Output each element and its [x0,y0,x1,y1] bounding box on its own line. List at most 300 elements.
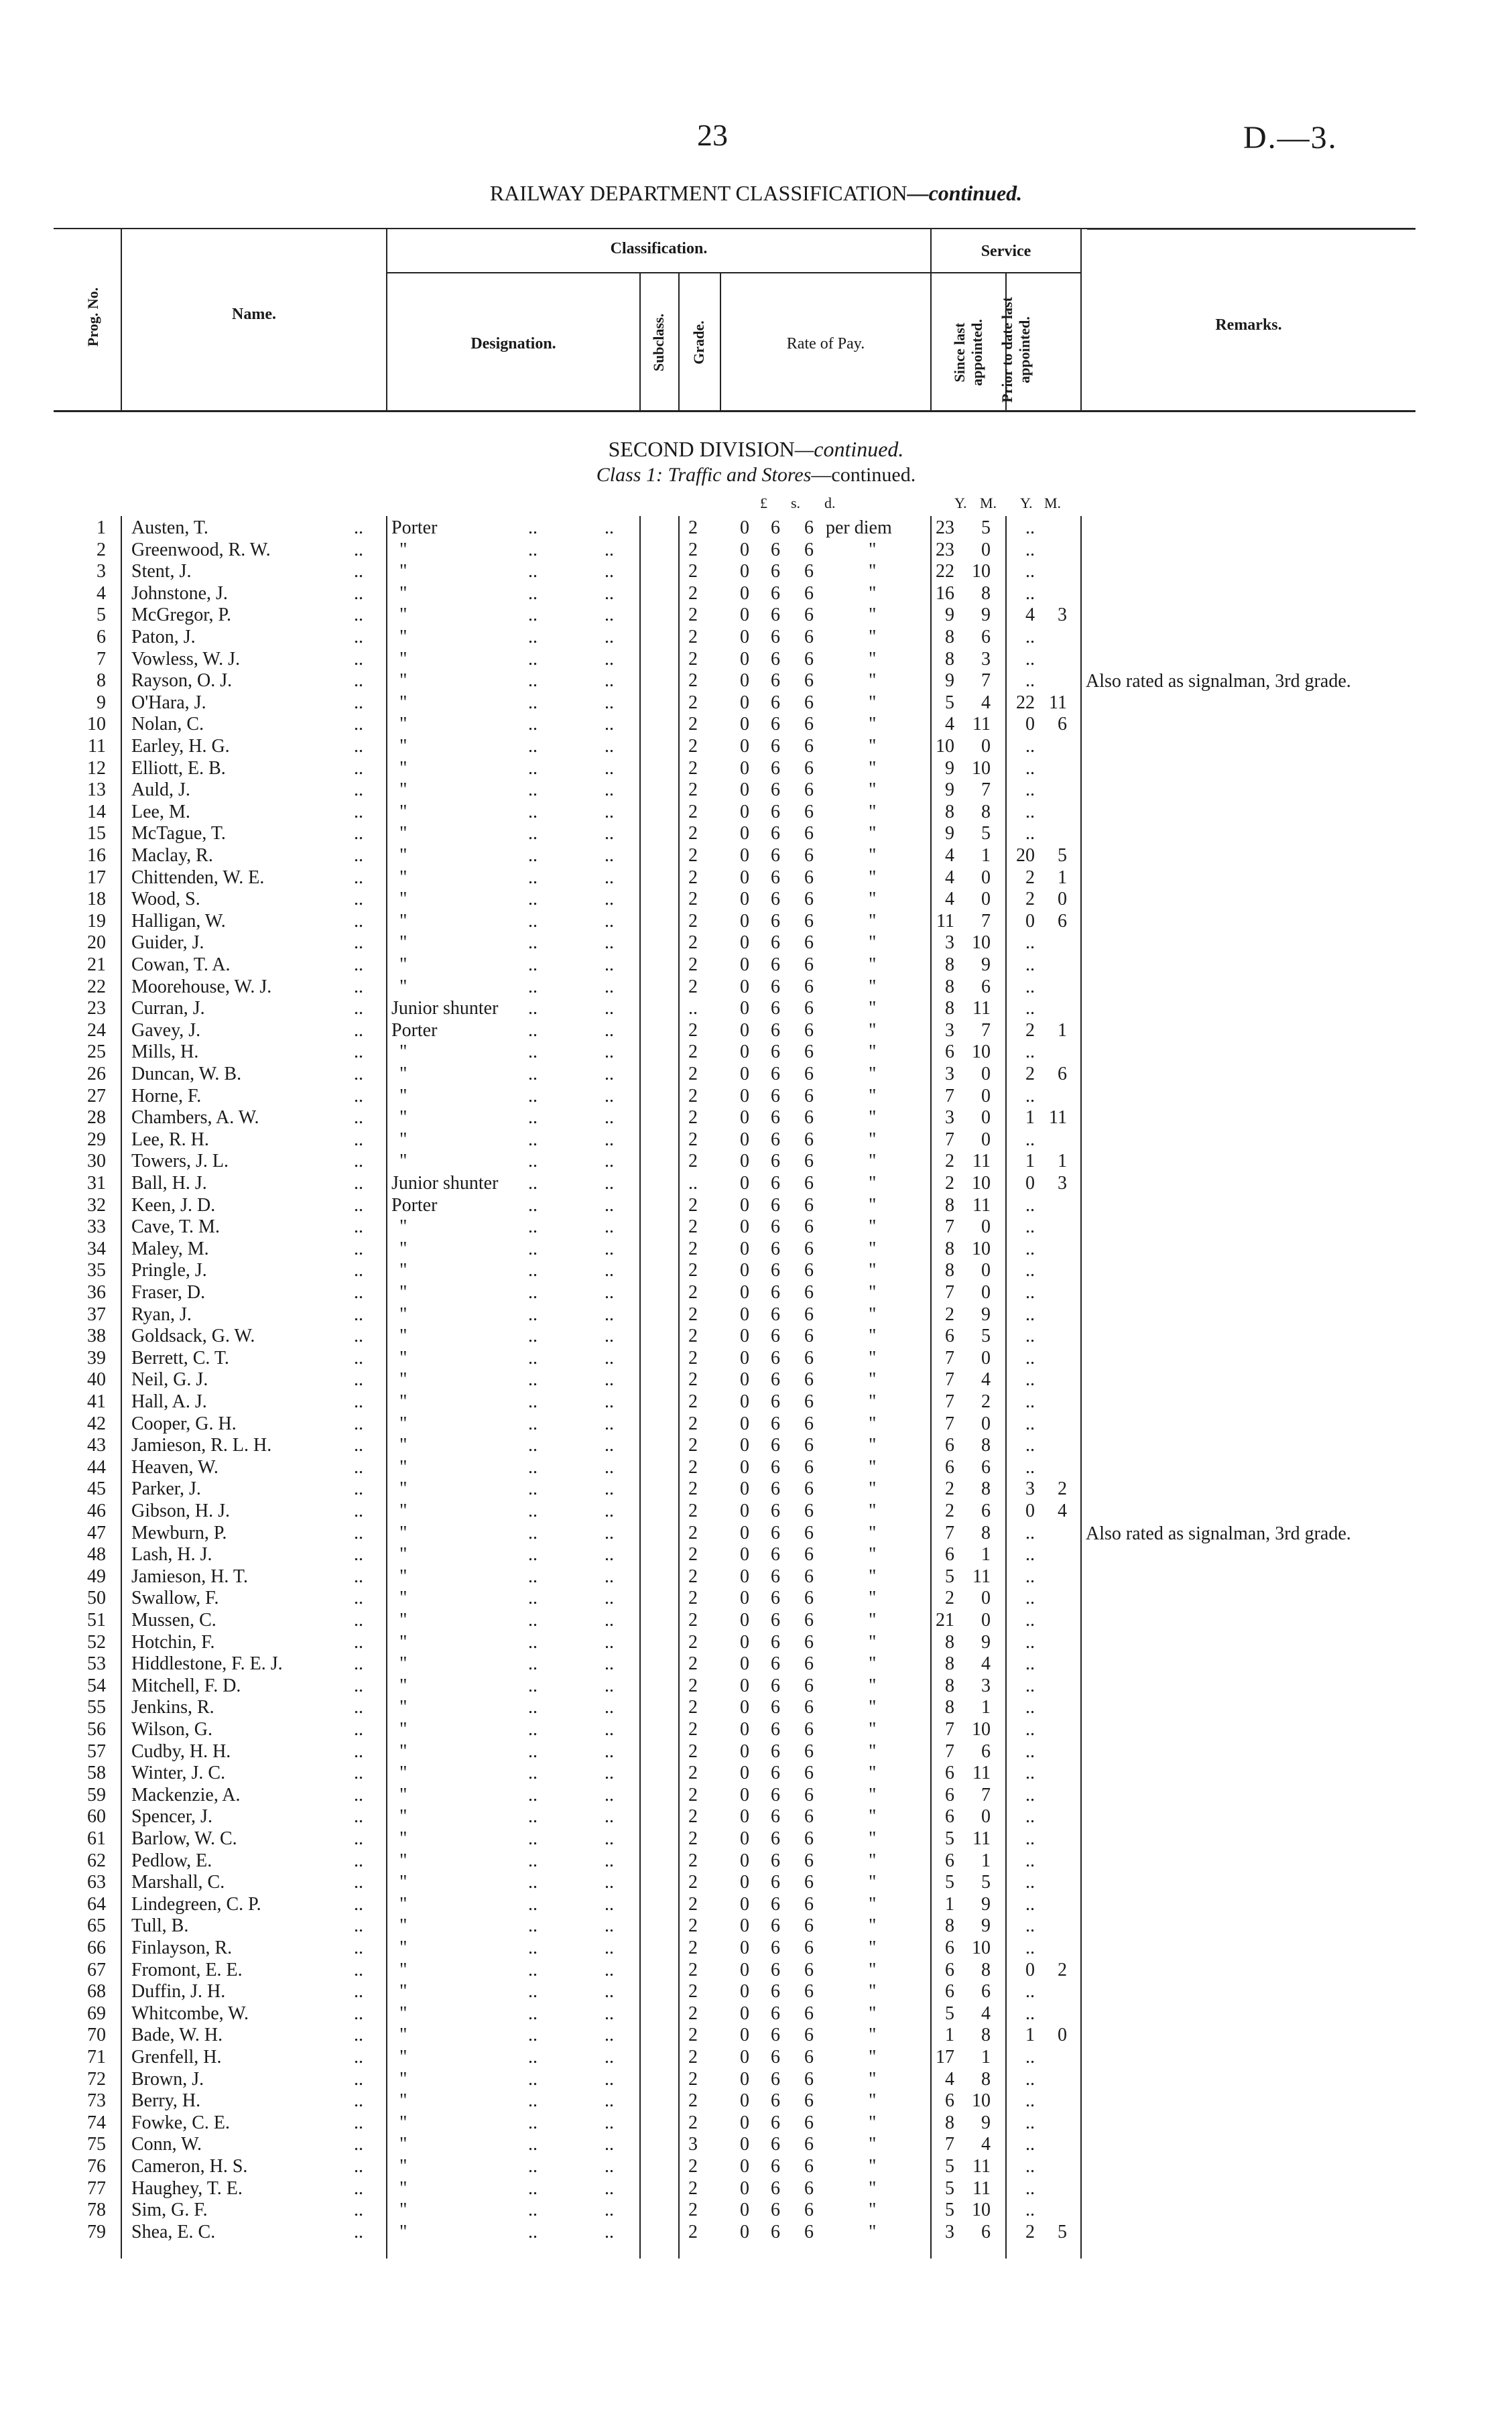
pay-unit: " [869,2200,877,2221]
grade-value: 2 [688,932,698,954]
pay-shillings: 6 [771,932,780,954]
pay-unit: " [869,1282,877,1303]
pay-unit: " [869,1501,877,1521]
prog-number: 38 [87,1326,106,1347]
employee-name: Winter, J. C. [131,1763,226,1784]
prior-years: .. [1025,1544,1035,1566]
leader-dots: .. [528,582,538,604]
pay-pence: 6 [804,1456,814,1478]
table-row [0,1501,1512,1522]
since-years: 8 [945,998,954,1019]
since-months: 8 [981,801,991,822]
table-row [0,1064,1512,1085]
designation: " [399,1238,407,1259]
leader-dots: .. [605,1872,614,1893]
leader-dots: .. [528,845,538,866]
employee-name: Heaven, W. [131,1456,218,1478]
designation: Porter [391,517,438,538]
leader-dots: .. [528,1085,538,1106]
leader-dots: .. [528,692,538,713]
leader-dots: .. [605,779,614,801]
employee-name: Moorehouse, W. J. [131,976,272,997]
pay-pounds: 0 [740,1915,749,1937]
leader-dots: .. [354,714,363,735]
pay-unit: " [869,1478,877,1500]
grade-value: 3 [688,2134,698,2155]
pay-shillings: 6 [771,1501,780,1521]
leader-dots: .. [605,1173,614,1194]
since-years: 2 [945,1173,954,1194]
leader-dots: .. [354,1959,363,1980]
leader-dots: .. [605,867,614,888]
table-row [0,1216,1512,1238]
grade-value: 2 [688,801,698,822]
prior-years: .. [1025,1893,1035,1915]
prior-years: .. [1025,1937,1035,1958]
leader-dots: .. [354,1391,363,1412]
designation: " [399,648,407,670]
since-months: 9 [981,1915,991,1937]
table-row [0,561,1512,582]
leader-dots: .. [528,1216,538,1238]
grade-value: 2 [688,692,698,713]
pay-unit: " [869,1872,877,1893]
since-last-appointed-header: Since last appointed. [951,319,985,386]
leader-dots: .. [605,932,614,954]
since-months: 11 [972,1763,991,1784]
pay-unit: " [869,823,877,844]
pay-pence: 6 [804,779,814,801]
prog-number: 79 [87,2221,106,2242]
leader-dots: .. [528,1522,538,1543]
pay-shillings: 6 [771,779,780,801]
prior-years: .. [1025,1194,1035,1216]
prior-years: .. [1025,823,1035,844]
pay-unit: " [869,1064,877,1084]
pay-shillings: 6 [771,1784,780,1805]
prior-years: 2 [1025,1064,1035,1084]
table-row [0,998,1512,1019]
table-row [0,2003,1512,2025]
since-months: 4 [981,1653,991,1675]
table-row [0,911,1512,932]
since-years: 4 [945,2068,954,2090]
pay-pounds: 0 [740,582,749,604]
since-years: 2 [945,1501,954,1521]
leader-dots: .. [354,1719,363,1740]
leader-dots: .. [528,998,538,1019]
leader-dots: .. [354,1435,363,1456]
pay-pence: 6 [804,1915,814,1937]
grade-value: 2 [688,736,698,757]
since-years: 6 [945,1850,954,1871]
leader-dots: .. [354,1806,363,1828]
pay-unit: " [869,1435,877,1456]
pay-shillings: 6 [771,1828,780,1849]
table-row [0,1086,1512,1107]
pay-pounds: 0 [740,1347,749,1369]
prog-number: 60 [87,1806,106,1828]
designation: " [399,910,407,932]
leader-dots: .. [528,1151,538,1172]
since-years: 17 [936,2047,954,2068]
grade-value: 2 [688,2068,698,2090]
leader-dots: .. [528,1347,538,1369]
leader-dots: .. [605,1238,614,1259]
since-years: 7 [945,1369,954,1391]
table-row [0,867,1512,889]
pay-pounds: 0 [740,714,749,735]
employee-name: Gibson, H. J. [131,1501,231,1521]
prior-to-date-header: Prior to date last appointed. [999,297,1033,403]
table-row [0,1566,1512,1588]
prog-number: 54 [87,1675,106,1696]
pay-pounds: 0 [740,1151,749,1172]
grade-value: 2 [688,1937,698,1958]
table-row [0,1981,1512,2003]
prog-number: 73 [87,2090,106,2112]
pay-pounds: 0 [740,1194,749,1216]
designation: " [399,714,407,735]
pay-unit: " [869,1893,877,1915]
leader-dots: .. [528,1478,538,1500]
since-months: 10 [972,2090,991,2112]
table-row [0,583,1512,605]
employee-name: Nolan, C. [131,714,204,735]
prog-number: 5 [97,605,106,626]
since-months: 4 [981,2134,991,2155]
leader-dots: .. [354,889,363,910]
grade-value: 2 [688,2177,698,2199]
prior-years: .. [1025,1282,1035,1303]
table-row [0,1260,1512,1281]
since-months: 0 [981,736,991,757]
leader-dots: .. [528,1435,538,1456]
employee-name: Berrett, C. T. [131,1347,229,1369]
leader-dots: .. [354,1588,363,1609]
pay-pence: 6 [804,2177,814,2199]
pay-unit: " [869,1784,877,1805]
pay-shillings: 6 [771,2003,780,2024]
pay-pence: 6 [804,823,814,844]
since-years: 5 [945,2003,954,2024]
table-row [0,1610,1512,1631]
grade-value: 2 [688,2112,698,2133]
since-years: 7 [945,1282,954,1303]
since-years: 7 [945,1522,954,1543]
leader-dots: .. [354,845,363,866]
pay-unit: " [869,539,877,560]
division-heading [0,437,1512,462]
pay-unit: " [869,1216,877,1238]
prog-number: 48 [87,1544,106,1566]
since-months: 5 [981,517,991,538]
pay-pounds: 0 [740,1653,749,1675]
pay-unit: " [869,1675,877,1696]
pay-shillings: 6 [771,910,780,932]
leader-dots: .. [605,1194,614,1216]
prog-number: 1 [97,517,106,538]
pay-pounds: 0 [740,2200,749,2221]
employee-name: Guider, J. [131,932,204,954]
pay-shillings: 6 [771,1850,780,1871]
leader-dots: .. [528,1413,538,1434]
since-months: 8 [981,1522,991,1543]
since-months: 4 [981,1369,991,1391]
leader-dots: .. [605,1064,614,1084]
prior-months: 3 [1058,1173,1067,1194]
pay-pounds: 0 [740,976,749,997]
employee-name: Whitcombe, W. [131,2003,249,2024]
prog-number: 21 [87,954,106,975]
prior-years: .. [1025,1435,1035,1456]
pay-pounds: 0 [740,1610,749,1631]
pay-pence: 6 [804,1194,814,1216]
prog-number: 26 [87,1064,106,1084]
grade-value: 2 [688,1850,698,1871]
grade-value: 2 [688,582,698,604]
leader-dots: .. [605,1893,614,1915]
designation: " [399,1937,407,1958]
leader-dots: .. [354,517,363,538]
pay-shillings: 6 [771,2156,780,2177]
prior-years: 3 [1025,1478,1035,1500]
leader-dots: .. [528,1369,538,1391]
pay-pence: 6 [804,1413,814,1434]
leader-dots: .. [528,1893,538,1915]
pay-unit: " [869,1304,877,1325]
pay-shillings: 6 [771,1981,780,2003]
designation: " [399,1740,407,1762]
leader-dots: .. [528,648,538,670]
leader-dots: .. [605,1828,614,1849]
prior-years: .. [1025,648,1035,670]
pay-pounds: 0 [740,1828,749,1849]
pay-unit: " [869,801,877,822]
prior-years: 0 [1025,1173,1035,1194]
since-months: 6 [981,1740,991,1762]
pay-unit: " [869,867,877,888]
pay-pence: 6 [804,845,814,866]
since-months: 8 [981,1959,991,1980]
pay-shillings: 6 [771,757,780,779]
pay-unit: " [869,998,877,1019]
prog-number: 18 [87,889,106,910]
prior-years: .. [1025,2134,1035,2155]
leader-dots: .. [528,1107,538,1129]
pay-unit: " [869,976,877,997]
pay-pounds: 0 [740,1675,749,1696]
leader-dots: .. [354,1369,363,1391]
pay-pence: 6 [804,1893,814,1915]
since-months: 10 [972,932,991,954]
prog-number: 13 [87,779,106,801]
leader-dots: .. [605,889,614,910]
prior-years: .. [1025,1260,1035,1281]
since-years: 9 [945,779,954,801]
class-heading [0,464,1512,487]
leader-dots: .. [354,1763,363,1784]
leader-dots: .. [605,801,614,822]
pay-pence: 6 [804,1085,814,1106]
prog-number: 25 [87,1041,106,1063]
table-row [0,1348,1512,1369]
leader-dots: .. [528,2090,538,2112]
leader-dots: .. [354,1566,363,1587]
class-continued: —continued. [811,464,916,486]
prior-years: 2 [1025,889,1035,910]
pay-shillings: 6 [771,1719,780,1740]
prog-number: 12 [87,757,106,779]
table-row [0,736,1512,757]
prog-number: 34 [87,1238,106,1259]
since-months: 1 [981,2047,991,2068]
pay-unit: " [869,845,877,866]
leader-dots: .. [605,1326,614,1347]
prior-years: .. [1025,1610,1035,1631]
prior-years: 1 [1025,1107,1035,1129]
prior-years: .. [1025,1872,1035,1893]
pay-pence: 6 [804,867,814,888]
since-years: 23 [936,517,954,538]
prog-number: 76 [87,2156,106,2177]
pay-pounds: 0 [740,2090,749,2112]
grade-value: 2 [688,1085,698,1106]
employee-name: Vowless, W. J. [131,648,241,670]
pay-unit: " [869,2134,877,2155]
designation: " [399,801,407,822]
leader-dots: .. [528,1784,538,1805]
prior-years: .. [1025,998,1035,1019]
pay-pence: 6 [804,1260,814,1281]
prior-years: .. [1025,1653,1035,1675]
designation: Porter [391,1194,438,1216]
since-months: 9 [981,1631,991,1653]
prior-months: 6 [1058,714,1067,735]
leader-dots: .. [605,1697,614,1718]
leader-dots: .. [605,976,614,997]
prog-number: 24 [87,1019,106,1041]
employee-name: Lee, R. H. [131,1129,209,1150]
since-years: 6 [945,1806,954,1828]
leader-dots: .. [605,954,614,975]
table-row [0,1741,1512,1763]
employee-name: Finlayson, R. [131,1937,233,1958]
leader-dots: .. [528,1653,538,1675]
prior-years: .. [1025,1740,1035,1762]
pay-pence: 6 [804,1675,814,1696]
leader-dots: .. [605,1937,614,1958]
prior-years: .. [1025,1413,1035,1434]
pay-pounds: 0 [740,1085,749,1106]
pay-unit: " [869,1981,877,2003]
pay-unit: " [869,1850,877,1871]
leader-dots: .. [354,757,363,779]
designation: " [399,2156,407,2177]
since-months: 8 [981,2068,991,2090]
since-years: 4 [945,867,954,888]
designation: " [399,823,407,844]
leader-dots: .. [528,1850,538,1871]
since-years: 8 [945,801,954,822]
designation: " [399,1522,407,1543]
since-years: 6 [945,2090,954,2112]
pay-pounds: 0 [740,627,749,647]
employee-name: Rayson, O. J. [131,670,233,692]
leader-dots: .. [605,670,614,692]
prior-years: .. [1025,1041,1035,1063]
leader-dots: .. [605,1456,614,1478]
pay-pence: 6 [804,1981,814,2003]
pay-unit: " [869,1806,877,1828]
grade-value: 2 [688,1763,698,1784]
pay-pounds: 0 [740,1435,749,1456]
leader-dots: .. [354,779,363,801]
employee-name: Elliott, E. B. [131,757,226,779]
since-years: 6 [945,1544,954,1566]
pay-shillings: 6 [771,845,780,866]
pay-unit: " [869,1653,877,1675]
leader-dots: .. [528,1588,538,1609]
pay-pence: 6 [804,1631,814,1653]
table-row [0,1697,1512,1718]
employee-name: Brown, J. [131,2068,204,2090]
leader-dots: .. [605,1413,614,1434]
since-years: 21 [936,1610,954,1631]
prog-number: 77 [87,2177,106,2199]
pay-pounds: 0 [740,1304,749,1325]
leader-dots: .. [528,605,538,626]
prog-number: 72 [87,2068,106,2090]
leader-dots: .. [528,1282,538,1303]
employee-name: Cudby, H. H. [131,1740,231,1762]
designation: " [399,1478,407,1500]
pay-pence: 6 [804,757,814,779]
leader-dots: .. [528,1937,538,1958]
pay-pence: 6 [804,1544,814,1566]
employee-name: Curran, J. [131,998,205,1019]
grade-value: 2 [688,1631,698,1653]
designation: " [399,1828,407,1849]
prog-number: 75 [87,2134,106,2155]
leader-dots: .. [528,1915,538,1937]
pay-pence: 6 [804,627,814,647]
pay-pence: 6 [804,1151,814,1172]
since-years: 5 [945,1566,954,1587]
leader-dots: .. [605,1478,614,1500]
pay-pence: 6 [804,1501,814,1521]
table-row [0,1195,1512,1216]
leader-dots: .. [605,2156,614,2177]
since-months: 2 [981,1391,991,1412]
employee-name: Halligan, W. [131,910,226,932]
pay-unit: " [869,1413,877,1434]
leader-dots: .. [605,1675,614,1696]
pay-unit: " [869,1719,877,1740]
table-row [0,1785,1512,1806]
grade-value: 2 [688,2025,698,2046]
pay-pounds: 0 [740,692,749,713]
leader-dots: .. [605,648,614,670]
leader-dots: .. [528,1697,538,1718]
pay-pounds: 0 [740,1719,749,1740]
grade-value: 2 [688,1129,698,1150]
pay-pounds: 0 [740,1019,749,1041]
designation: " [399,2047,407,2068]
pay-pence: 6 [804,1610,814,1631]
leader-dots: .. [354,823,363,844]
document-title [0,181,1512,206]
